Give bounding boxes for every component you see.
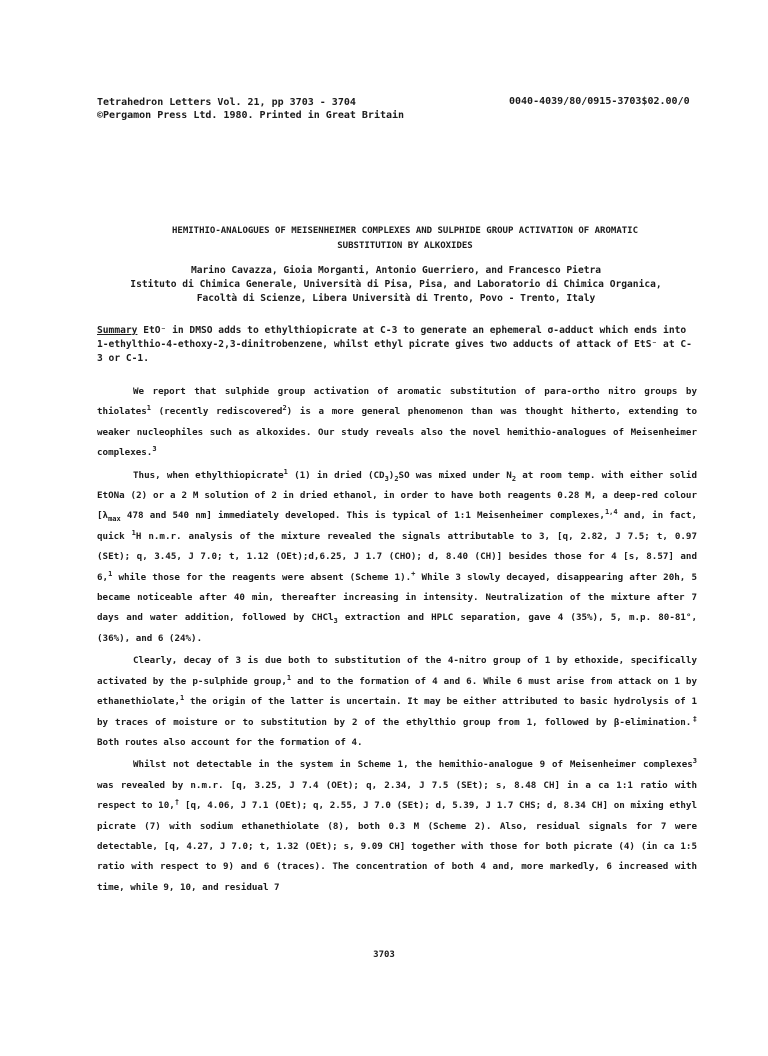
journal-citation: Tetrahedron Letters Vol. 21, pp 3703 - 3704 bbox=[97, 97, 356, 108]
affiliation-line-2: Facoltà di Scienze, Libera Università di Trento, Povo - Trento, Italy bbox=[196, 293, 596, 304]
title-line-2: SUBSTITUTION BY ALKOXIDES bbox=[337, 241, 473, 251]
article-code: 0040-4039/80/0915-3703$02.00/0 bbox=[509, 96, 690, 107]
summary-label: Summary bbox=[97, 325, 138, 336]
text-run: (recently rediscovered bbox=[151, 406, 283, 418]
text-run: 478 and 540 nm] immediately developed. This is typical of 1:1 Meisenheimer complexes, bbox=[120, 510, 605, 522]
reference-superscript: 1 bbox=[108, 569, 113, 578]
subscript: 3 bbox=[384, 474, 389, 483]
text-run: Whilst not detectable in the system in Scheme 1, the hemithio-analogue 9 of Meisenheimer complexes bbox=[133, 759, 693, 771]
body-text bbox=[97, 382, 697, 898]
article-title bbox=[130, 224, 680, 254]
reference-superscript: 3 bbox=[152, 445, 157, 454]
summary-block bbox=[97, 324, 697, 366]
author-block bbox=[96, 264, 696, 306]
text-run: was revealed by n.m.r. [q, 3.25, J 7.4 (OEt); q, 2.34, J 7.5 (SEt); s, 8.48 CH] in a ca 1:1 ratio with respect to 10, bbox=[97, 779, 697, 812]
summary-text: EtO⁻ in DMSO adds to ethylthiopicrate at C-3 to generate an ephemeral σ-adduct which ends into 1-ethylthio-4-ethoxy-2,3-dinitrobenzene, whilst ethyl picrate gives two adducts of attack of EtS⁻ at C-3 or C-1. bbox=[97, 325, 692, 364]
publisher-line: ©Pergamon Press Ltd. 1980. Printed in Great Britain bbox=[97, 110, 405, 121]
text-run: the origin of the latter is uncertain. It may be either attributed to basic hydrolysis of 1 by traces of moisture or to substitution by 2 of the ethylthio group from 1, followed by β-elimination. bbox=[97, 696, 697, 728]
journal-header bbox=[97, 96, 404, 122]
text-run: ) is a more general phenomenon than was thought hitherto, extending to weaker nucleophiles such as alkoxides. Our study reveals also the novel hemithio-analogues of Meisenheimer complexes. bbox=[97, 406, 697, 459]
reference-superscript: 1 bbox=[146, 404, 152, 413]
paragraph-1 bbox=[97, 382, 697, 464]
text-run: extraction and HPLC separation, gave 4 (35%), 5, m.p. 80-81°, (36%), and 6 (24%). bbox=[97, 612, 697, 644]
text-run: and, in fact, quick bbox=[97, 510, 697, 542]
footnote-marker: † bbox=[174, 798, 180, 807]
page-number: 3703 bbox=[373, 950, 395, 960]
text-run: at room temp. with either solid EtONa (2) or a 2 M solution of 2 in dried ethanol, in order to have both reagents 0.28 M, a deep-red colour [λ bbox=[97, 469, 697, 522]
text-run: and to the formation of 4 and 6. While 6 must arise from attack on 1 by ethanethiolate, bbox=[97, 675, 697, 708]
reference-superscript: 1 bbox=[179, 694, 185, 703]
paragraph-2 bbox=[97, 466, 697, 650]
subscript: max bbox=[108, 515, 121, 524]
text-run: Clearly, decay of 3 is due both to substitution of the 4-nitro group of 1 by ethoxide, specifically activated by the p-sulphide group, bbox=[97, 655, 697, 687]
footnote-marker: ‡ bbox=[691, 714, 697, 723]
text-run: Both routes also account for the formation of 4. bbox=[97, 736, 363, 748]
subscript: 2 bbox=[394, 474, 399, 483]
title-line-1: HEMITHIO-ANALOGUES OF MEISENHEIMER COMPLEXES AND SULPHIDE GROUP ACTIVATION OF AROMATIC bbox=[172, 226, 638, 236]
reference-superscript: 1,4 bbox=[604, 508, 618, 517]
text-run: While 3 slowly decayed, disappearing after 20h, 5 became noticeable after 40 min, thereafter increasing in intensity. Neutralization of the mixture after 7 days and water addition, followed by CHCl bbox=[97, 571, 697, 624]
text-run: [q, 4.06, J 7.1 (OEt); q, 2.55, J 7.0 (SEt); d, 5.39, J 1.7 CHS; d, 8.34 CH] on mixing ethyl picrate (7) with sodium ethanethiolate (8), both 0.3 M (Scheme 2). Also, residual signals for 7 were detectable, [q, 4.27, J 7.0; t, 1.32 (OEt); s, 9.09 CH] together with those for both picrate (4) (in ca 1:5 ratio with respect to 9) and 6 (traces). The concentration of both 4 and, more markedly, 6 increased with time, while 9, 10, and residual 7 bbox=[97, 800, 697, 893]
reference-superscript: 1 bbox=[283, 467, 288, 476]
reference-superscript: 2 bbox=[282, 404, 287, 413]
subscript: 3 bbox=[333, 617, 338, 626]
text-run: while those for the reagents were absent (Scheme 1). bbox=[112, 571, 412, 583]
subscript: 2 bbox=[511, 474, 517, 483]
reference-superscript: 1 bbox=[286, 673, 292, 682]
text-run: ) bbox=[388, 469, 395, 481]
paragraph-4 bbox=[97, 755, 697, 898]
author-names: Marino Cavazza, Gioia Morganti, Antonio Guerriero, and Francesco Pietra bbox=[190, 265, 602, 276]
text-run: SO was mixed under N bbox=[398, 469, 512, 481]
text-run: H n.m.r. analysis of the mixture revealed the signals attributable to 3, [q, 2.82, J 7.5; t, 0.97 (SEt); q, 3.45, J 7.0; t, 1.12 (OEt);d,6.25, J 1.7 (CHO); d, 8.40 (CH)] besides those for 4 [s, 8.57] and 6, bbox=[97, 530, 697, 583]
paragraph-3 bbox=[97, 651, 697, 753]
affiliation-line-1: Istituto di Chimica Generale, Università di Pisa, Pisa, and Laboratorio di Chimica Organica, bbox=[130, 279, 662, 290]
text-run: Thus, when ethylthiopicrate bbox=[133, 469, 284, 481]
text-run: (1) in dried (CD bbox=[287, 469, 385, 481]
reference-superscript: 3 bbox=[692, 757, 697, 766]
footnote-marker: + bbox=[411, 569, 416, 578]
reference-superscript: 1 bbox=[131, 528, 136, 537]
text-run: We report that sulphide group activation of aromatic substitution of para-ortho nitro groups by thiolates bbox=[97, 386, 697, 418]
